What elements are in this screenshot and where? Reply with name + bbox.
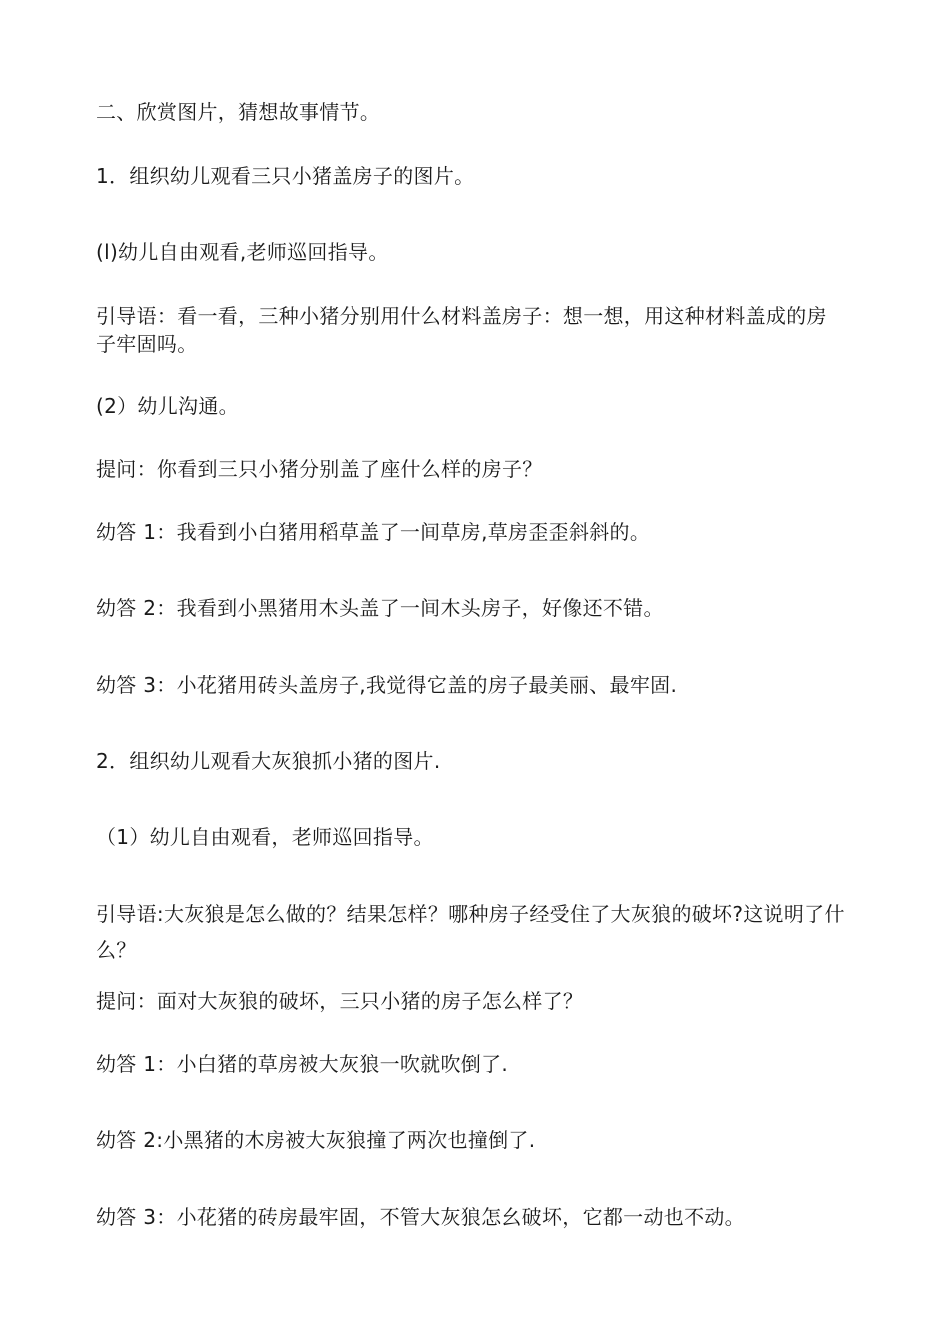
paragraph: 提问：你看到三只小猪分别盖了座什么样的房子？ xyxy=(96,457,543,481)
paragraph: (2）幼儿沟通。 xyxy=(96,394,239,418)
section-heading: 二、欣赏图片，猜想故事情节。 xyxy=(96,100,381,124)
paragraph: 幼答 3：小花猪的砖房最牢固，不管大灰狼怎幺破坏，它都一动也不动。 xyxy=(96,1205,745,1229)
paragraph: 2．组织幼儿观看大灰狼抓小猪的图片. xyxy=(96,749,441,773)
paragraph: 幼答 3：小花猪用砖头盖房子,我觉得它盖的房子最美丽、最牢固. xyxy=(96,673,678,697)
paragraph: 幼答 1：我看到小白猪用稻草盖了一间草房,草房歪歪斜斜的。 xyxy=(96,520,651,544)
paragraph: （1）幼儿自由观看，老师巡回指导。 xyxy=(96,825,434,849)
paragraph: 1．组织幼儿观看三只小猪盖房子的图片。 xyxy=(96,164,475,188)
paragraph: (l)幼儿自由观看,老师巡回指导。 xyxy=(96,240,389,264)
paragraph: 引导语：看一看，三种小猪分别用什么材料盖房子：想一想，用这种材料盖成的房子牢固吗。 xyxy=(96,304,827,356)
paragraph: 幼答 1：小白猪的草房被大灰狼一吹就吹倒了. xyxy=(96,1052,509,1076)
paragraph: 幼答 2：我看到小黑猪用木头盖了一间木头房子，好像还不错。 xyxy=(96,596,664,620)
paragraph: 引导语:大灰狼是怎么做的？结果怎样？哪种房子经受住了大灰狼的破坏?这说明了什么？ xyxy=(96,902,845,962)
paragraph: 提问：面对大灰狼的破坏，三只小猪的房子怎么样了？ xyxy=(96,989,584,1013)
paragraph: 幼答 2:小黑猪的木房被大灰狼撞了两次也撞倒了. xyxy=(96,1128,536,1152)
